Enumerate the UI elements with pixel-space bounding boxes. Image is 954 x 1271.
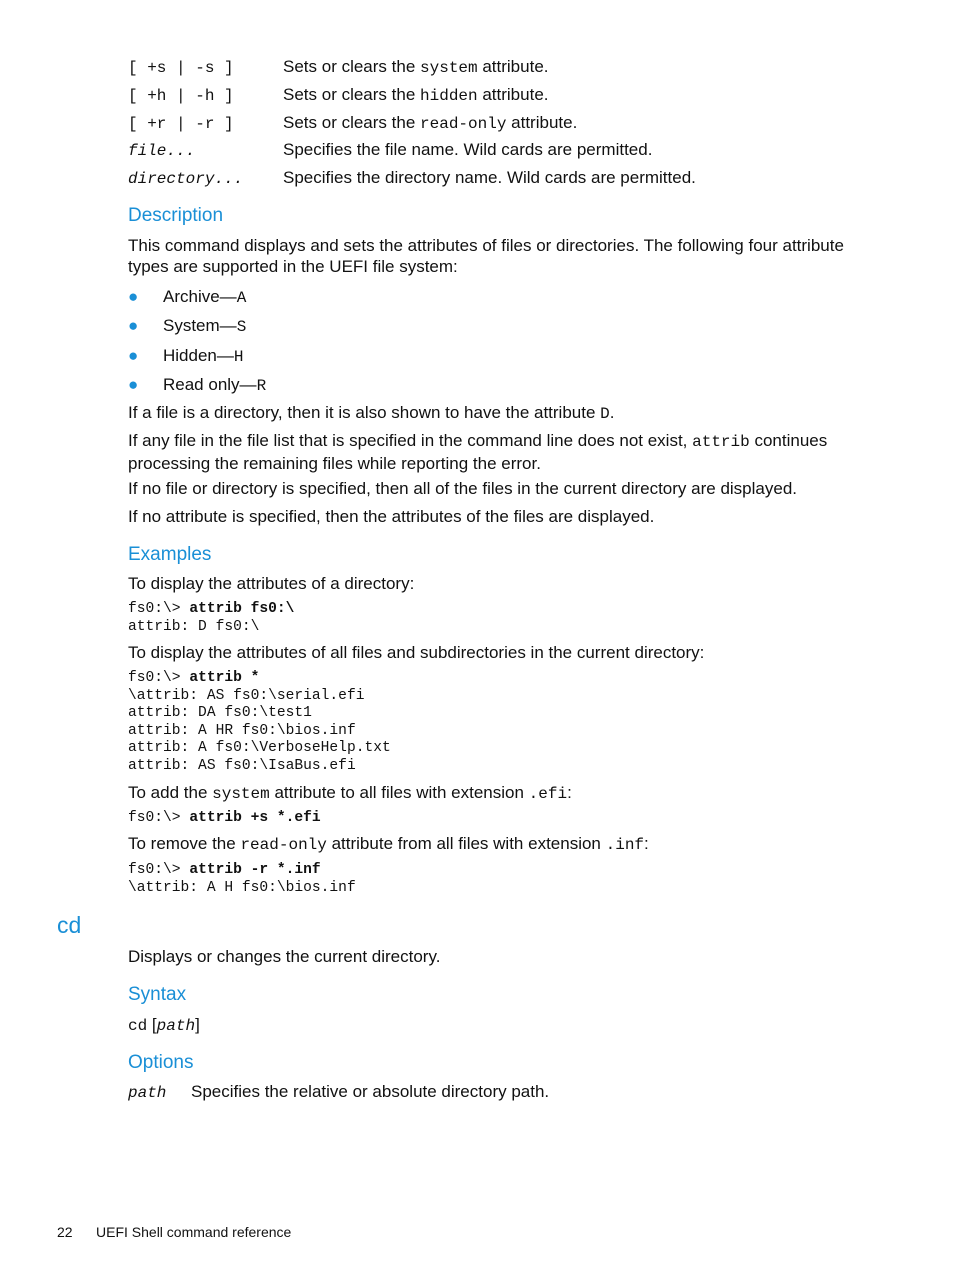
option-name: directory... [128, 170, 244, 188]
list-item: Read only—R [163, 375, 267, 395]
option-row [128, 56, 234, 79]
option-row [128, 112, 234, 135]
code-block: fs0:\> attrib +s *.efi [128, 810, 321, 826]
cd-section-heading: cd [57, 912, 82, 938]
option-name: [ +r | -r ] [128, 115, 234, 133]
example-text: To display the attributes of all files and subdirectories in the current directory: [128, 643, 705, 662]
example-text: To add the system attribute to all files with extension .efi: [128, 783, 572, 803]
bullet-dot: ● [128, 375, 139, 394]
option-row [128, 139, 195, 162]
option-row [128, 84, 234, 107]
footer-title: UEFI Shell command reference [96, 1224, 292, 1240]
list-item: Hidden—H [163, 346, 244, 366]
option-row [128, 167, 243, 190]
options-heading: Options [128, 1052, 194, 1073]
option-name: file... [128, 142, 196, 160]
option-name: [ +h | -h ] [128, 87, 234, 105]
option-name: [ +s | -s ] [128, 59, 234, 77]
list-item: Archive—A [163, 287, 247, 307]
page-number: 22 [57, 1224, 73, 1240]
bullet-dot: ● [128, 346, 139, 365]
examples-heading: Examples [128, 544, 212, 565]
option-description: Sets or clears the read-only attribute. [283, 113, 578, 133]
code-block: fs0:\> attrib fs0:\ attrib: D fs0:\ [128, 601, 295, 635]
code-block: fs0:\> attrib -r *.inf \attrib: A H fs0:\bios.inf [128, 862, 356, 896]
option-description: Specifies the file name. Wild cards are permitted. [283, 140, 653, 159]
cd-summary: Displays or changes the current directory. [128, 947, 441, 966]
code-block: fs0:\> attrib * \attrib: AS fs0:\serial.efi attrib: DA fs0:\test1 attrib: A HR fs0:\bios.inf attrib: A fs0:\VerboseHelp.txt attrib: AS fs0:\IsaBus.efi [128, 670, 391, 774]
list-item: System—S [163, 316, 247, 336]
description-paragraph: If a file is a directory, then it is also shown to have the attribute D. [128, 403, 615, 423]
option-description: Sets or clears the hidden attribute. [283, 85, 549, 105]
description-intro: This command displays and sets the attributes of files or directories. The following four attribute types are supported in the UEFI file system: [128, 236, 844, 276]
option-description: Specifies the directory name. Wild cards are permitted. [283, 168, 696, 187]
description-heading: Description [128, 205, 224, 226]
description-paragraph: If any file in the file list that is specified in the command line does not exist, attrib continues processing the remaining files while reporting the error. [128, 431, 828, 473]
option-description: Sets or clears the system attribute. [283, 57, 549, 77]
description-paragraph: If no file or directory is specified, then all of the files in the current directory are displayed. [128, 479, 797, 498]
example-text: To remove the read-only attribute from all files with extension .inf: [128, 834, 649, 854]
example-text: To display the attributes of a directory: [128, 574, 415, 593]
syntax-line: cd [path] [128, 1015, 200, 1035]
syntax-heading: Syntax [128, 984, 187, 1005]
bullet-dot: ● [128, 316, 139, 335]
description-paragraph: If no attribute is specified, then the attributes of the files are displayed. [128, 507, 655, 526]
bullet-dot: ● [128, 287, 139, 306]
cd-option-name: path [128, 1084, 167, 1102]
cd-option-description: Specifies the relative or absolute directory path. [191, 1082, 550, 1101]
